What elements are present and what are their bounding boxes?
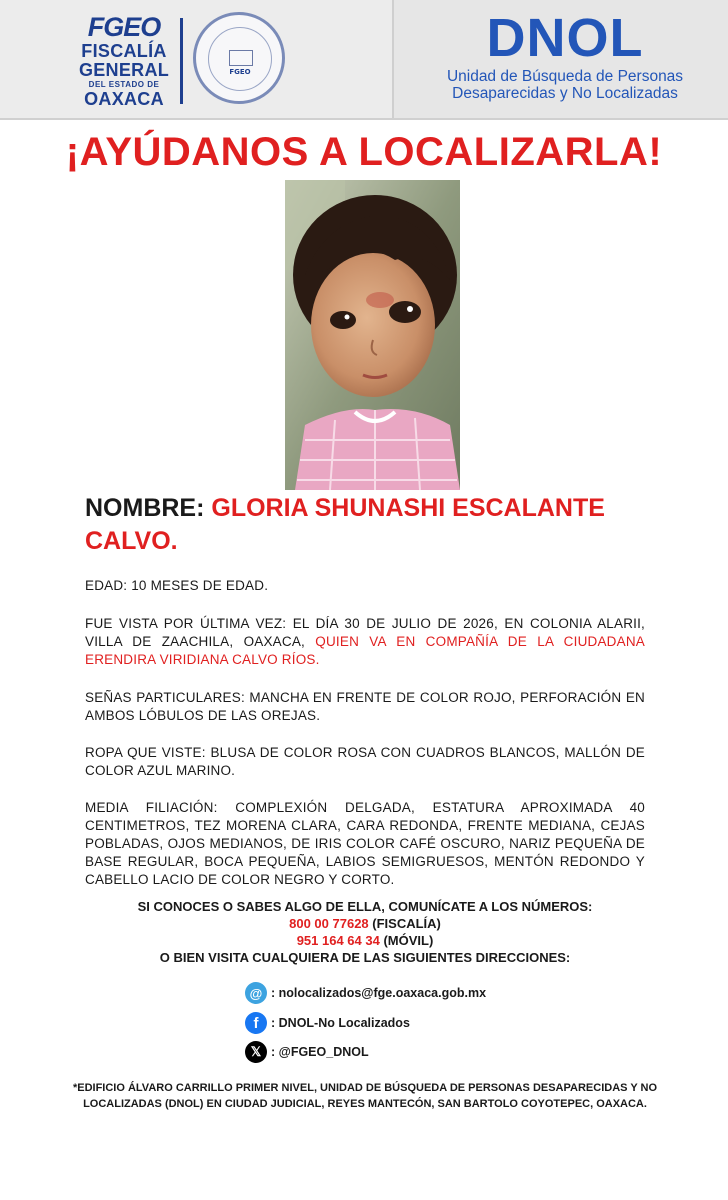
fgeo-line-2: GENERAL — [78, 60, 170, 80]
fgeo-line-4: OAXACA — [84, 89, 164, 109]
facebook-text[interactable]: : DNOL-No Localizados — [271, 1016, 410, 1030]
fgeo-panel — [0, 0, 394, 118]
phone-fiscalia-label: (FISCALÍA) — [368, 916, 441, 931]
contact-block — [85, 898, 645, 966]
address-footer: *EDIFICIO ÁLVARO CARRILLO PRIMER NIVEL, UNIDAD DE BÚSQUEDA DE PERSONAS DESAPARECIDAS Y NO LOCALIZADAS (DNOL) EN CIUDAD JUDICIAL, REYES MANTECÓN, SAN BARTOLO COYOTEPEC, OAXACA. — [72, 1082, 658, 1110]
fgeo-line-1: FISCALÍA — [81, 41, 167, 61]
physical-description-text: MEDIA FILIACIÓN: COMPLEXIÓN DELGADA, ESTATURA APROXIMADA 40 CENTIMETROS, TEZ MORENA CLARA, CARA REDONDA, FRENTE MEDIANA, CEJAS POBLADAS, OJOS MEDIANOS, DE IRIS COLOR CAFÉ OSCURO, NARIZ PEQUEÑA DE BASE REGULAR, BOCA PEQUEÑA, LABIOS SEMIGRUESOS, MENTÓN REDONDO Y CABELLO LACIO DE COLOR NEGRO Y CORTO. — [85, 800, 645, 887]
name-value: GLORIA SHUNASHI ESCALANTE CALVO. — [85, 494, 605, 555]
contact-intro: SI CONOCES O SABES ALGO DE ELLA, COMUNÍCATE A LOS NÚMEROS: — [137, 899, 593, 914]
header-banner — [0, 0, 728, 120]
clothing-text: ROPA QUE VISTE: BLUSA DE COLOR ROSA CON CUADROS BLANCOS, MALLÓN DE COLOR AZUL MARINO. — [85, 745, 645, 778]
phone-movil — [85, 932, 645, 949]
person-name — [85, 492, 645, 558]
x-icon: 𝕏 — [245, 1041, 267, 1063]
missing-person-photo — [285, 180, 460, 490]
email-icon: @ — [245, 982, 267, 1004]
dnol-subtitle-1: Unidad de Búsqueda de Personas — [446, 68, 684, 85]
seal-building-icon — [229, 50, 253, 66]
dnol-logo-mark: DNOL — [486, 8, 644, 68]
fgeo-line-3: DEL ESTADO DE — [88, 80, 160, 89]
dnol-subtitle-2: Desaparecidas y No Localizadas — [452, 85, 678, 102]
last-seen-companion: QUIEN VA EN COMPAÑÍA DE LA CIUDADANA ERENDIRA VIRIDIANA CALVO RÍOS. — [85, 634, 645, 667]
email-row[interactable] — [245, 980, 486, 1006]
facebook-row[interactable] — [245, 1010, 410, 1036]
last-seen-text — [85, 615, 645, 669]
x-row[interactable] — [245, 1039, 369, 1065]
last-seen-main: FUE VISTA POR ÚLTIMA VEZ: EL DÍA 30 DE JULIO DE 2026, EN COLONIA ALARII, VILLA DE ZAACHILA, OAXACA, — [85, 616, 645, 649]
phone-movil-label: (MÓVIL) — [379, 933, 434, 948]
phone-movil-number[interactable]: 951 164 64 34 — [296, 933, 380, 948]
phone-fiscalia-number[interactable]: 800 00 77628 — [289, 916, 369, 931]
age-text: EDAD: 10 MESES DE EDAD. — [85, 578, 269, 593]
seal-text: FGEO — [229, 68, 251, 76]
seal-inner-ring — [208, 27, 272, 91]
dnol-logo — [420, 8, 710, 102]
fiscalia-seal-icon — [193, 12, 285, 104]
distinctive-marks-text: SEÑAS PARTICULARES: MANCHA EN FRENTE DE COLOR ROJO, PERFORACIÓN EN AMBOS LÓBULOS DE LAS OREJAS. — [85, 690, 645, 723]
fgeo-logo — [74, 12, 174, 109]
name-label: NOMBRE: — [85, 494, 205, 522]
phone-fiscalia — [85, 915, 645, 932]
email-text[interactable]: : nolocalizados@fge.oaxaca.gob.mx — [271, 986, 487, 1000]
x-text[interactable]: : @FGEO_DNOL — [271, 1045, 369, 1059]
fgeo-logo-mark: FGEO — [87, 12, 161, 42]
header-divider — [180, 18, 183, 104]
child-portrait-image — [285, 180, 460, 490]
page-title: ¡AYÚDANOS A LOCALIZARLA! — [65, 130, 663, 174]
visit-text: O BIEN VISITA CUALQUIERA DE LAS SIGUIENTES DIRECCIONES: — [159, 950, 571, 965]
facebook-icon: f — [245, 1012, 267, 1034]
